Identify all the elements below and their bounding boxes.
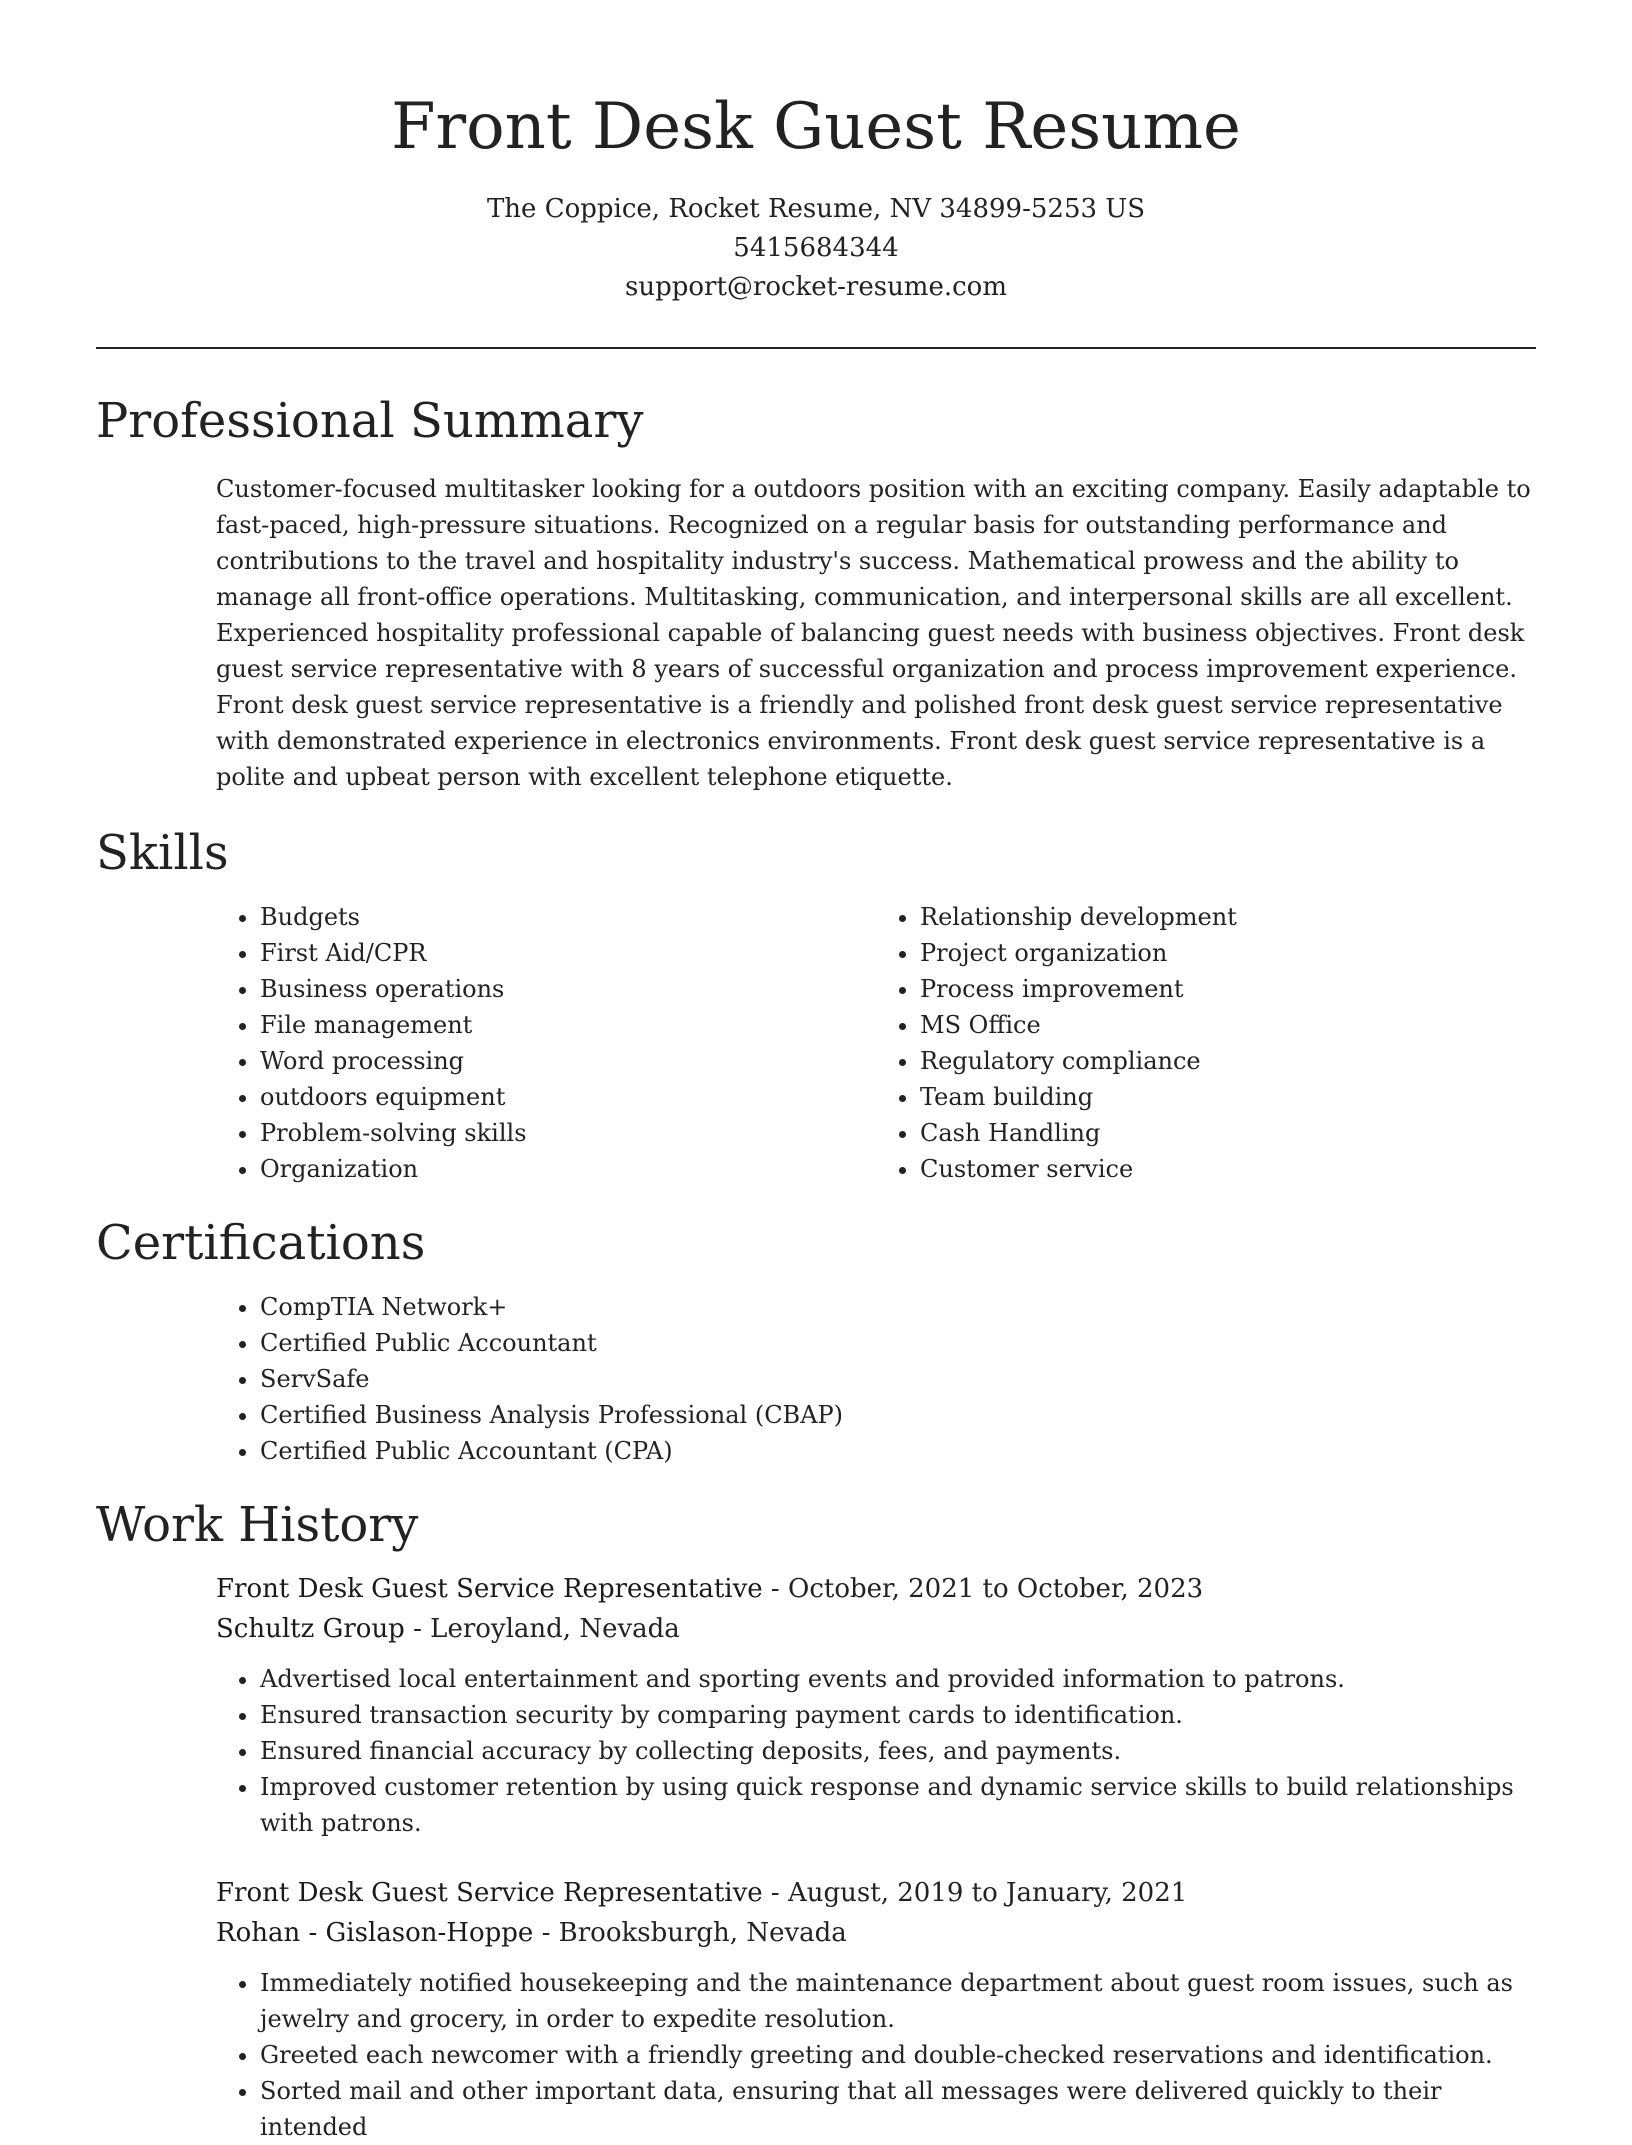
job-bullet: • Immediately notified housekeeping and the maintenance department about guest room issues, such as jewelry and grocery, in order to expedite resolution.	[260, 1965, 1536, 2037]
job-entry	[216, 1873, 1536, 2145]
summary-text: Customer-focused multitasker looking for a outdoors position with an exciting company. Easily adaptable to fast-paced, high-pressure situations. Recognized on a regular basis for outstanding performance and contributions to the travel and hospitality industry's success. Mathematical prowess and the ability to manage all front-office operations. Multitasking, communication, and interpersonal skills are all excellent. Experienced hospitality professional capable of balancing guest needs with business objectives. Front desk guest service representative with 8 years of successful organization and process improvement experience. Front desk guest service representative is a friendly and polished front desk guest service representative with demonstrated experience in electronics environments. Front desk guest service representative is a polite and upbeat person with excellent telephone etiquette.	[216, 475, 1531, 791]
job-company-line: Schultz Group - Leroyland, Nevada	[216, 1614, 680, 1644]
job-dates: August, 2019 to January, 2021	[788, 1878, 1188, 1908]
job-bullet: • Sorted mail and other important data, ensuring that all messages were delivered quickly to their intended	[260, 2073, 1536, 2145]
contact-info	[96, 190, 1536, 307]
certifications-list	[216, 1289, 1536, 1469]
skills-list-left	[216, 899, 876, 1187]
job-bullets	[216, 1965, 1536, 2145]
summary-heading: Professional Summary	[96, 393, 644, 449]
skill-item: • Regulatory compliance	[920, 1043, 1536, 1079]
resume-header	[96, 0, 1536, 307]
skill-item: • outdoors equipment	[260, 1079, 876, 1115]
skill-item: • Relationship development	[920, 899, 1536, 935]
job-bullet: • Ensured transaction security by comparing payment cards to identification.	[260, 1697, 1536, 1733]
job-dates: October, 2021 to October, 2023	[788, 1574, 1204, 1604]
skill-item: • Cash Handling	[920, 1115, 1536, 1151]
skill-item: • Project organization	[920, 935, 1536, 971]
job-title-line: Front Desk Guest Service Representative - October, 2021 to October, 2023	[216, 1574, 1204, 1604]
job-title: Front Desk Guest Service Representative	[216, 1574, 763, 1604]
job-location: Brooksburgh, Nevada	[558, 1918, 847, 1948]
job-title: Front Desk Guest Service Representative	[216, 1878, 763, 1908]
skill-item: • First Aid/CPR	[260, 935, 876, 971]
job-company: Schultz Group	[216, 1614, 405, 1644]
skill-item: • Customer service	[920, 1151, 1536, 1187]
certification-item: • Certified Public Accountant (CPA)	[260, 1433, 1536, 1469]
job-bullet: • Greeted each newcomer with a friendly greeting and double-checked reservations and identification.	[260, 2037, 1536, 2073]
certifications-heading: Certifications	[96, 1215, 426, 1271]
job-company-line: Rohan - Gislason-Hoppe - Brooksburgh, Nevada	[216, 1918, 847, 1948]
job-entry	[216, 1569, 1536, 1841]
job-bullets	[216, 1661, 1536, 1841]
job-company: Rohan - Gislason-Hoppe	[216, 1918, 534, 1948]
summary-section	[96, 391, 1536, 795]
skill-item: • MS Office	[920, 1007, 1536, 1043]
skills-section	[96, 823, 1536, 1187]
work-history-section	[96, 1495, 1536, 2145]
job-bullet: • Improved customer retention by using quick response and dynamic service skills to build relationships with patrons.	[260, 1769, 1536, 1841]
header-divider	[96, 347, 1536, 349]
skill-item: • Budgets	[260, 899, 876, 935]
certification-item: • ServSafe	[260, 1361, 1536, 1397]
job-title-line: Front Desk Guest Service Representative - August, 2019 to January, 2021	[216, 1878, 1188, 1908]
contact-address: The Coppice, Rocket Resume, NV 34899-5253 US	[486, 194, 1146, 224]
candidate-name: Front Desk Guest Resume	[391, 90, 1241, 164]
resume-page	[96, 0, 1536, 2145]
skills-columns	[216, 899, 1536, 1187]
skill-item: • Business operations	[260, 971, 876, 1007]
skill-item: • File management	[260, 1007, 876, 1043]
skill-item: • Process improvement	[920, 971, 1536, 1007]
job-bullet: • Advertised local entertainment and sporting events and provided information to patrons.	[260, 1661, 1536, 1697]
job-location: Leroyland, Nevada	[430, 1614, 680, 1644]
certification-item: • Certified Business Analysis Professional (CBAP)	[260, 1397, 1536, 1433]
skills-list-right	[876, 899, 1536, 1187]
job-bullet: • Ensured financial accuracy by collecting deposits, fees, and payments.	[260, 1733, 1536, 1769]
work-history-heading: Work History	[96, 1497, 419, 1553]
certifications-section	[96, 1213, 1536, 1469]
skill-item: • Word processing	[260, 1043, 876, 1079]
certification-item: • Certified Public Accountant	[260, 1325, 1536, 1361]
skills-heading: Skills	[96, 825, 229, 881]
skill-item: • Problem-solving skills	[260, 1115, 876, 1151]
skill-item: • Organization	[260, 1151, 876, 1187]
contact-email: support@rocket-resume.com	[624, 272, 1007, 302]
contact-phone: 5415684344	[733, 233, 899, 263]
certification-item: • CompTIA Network+	[260, 1289, 1536, 1325]
skill-item: • Team building	[920, 1079, 1536, 1115]
